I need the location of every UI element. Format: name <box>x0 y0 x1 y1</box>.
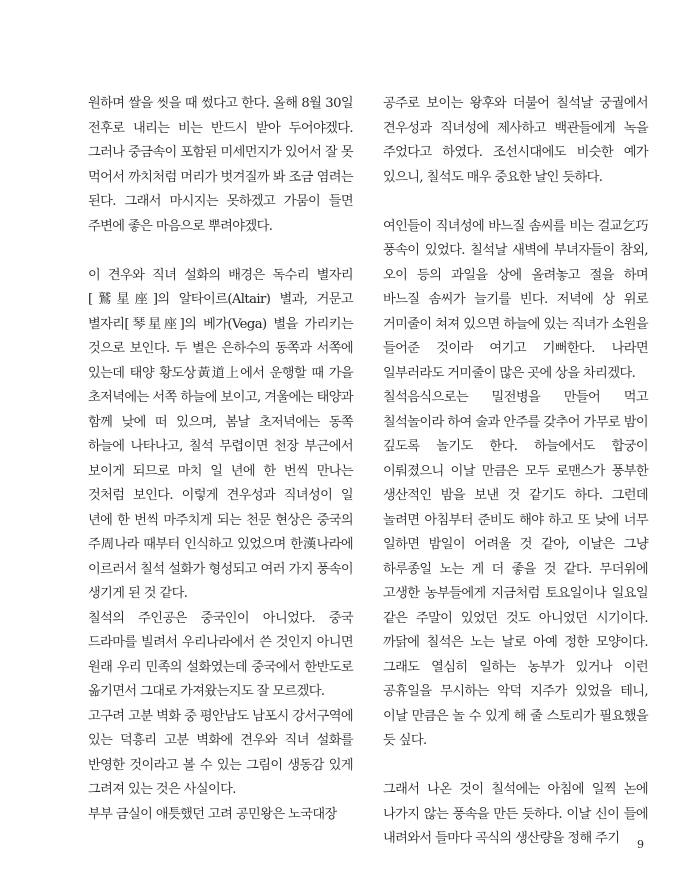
paragraph-spacer <box>383 754 648 779</box>
paragraph-spacer <box>383 190 648 215</box>
left-column <box>88 92 353 827</box>
paragraph: 고구려 고분 벽화 중 평안남도 남포시 강서구역에 있는 덕흥리 고분 벽화에 견우와 직녀 설화를 반영한 것이라고 볼 수 있는 그림이 생동감 있게 그려져 있는 것은 사실이다. <box>88 708 353 797</box>
paragraph: 이 견우와 직녀 설화의 배경은 독수리 별자리[鷲星座]의 알타이르(Altair) 별과, 거문고 별자리[琴星座]의 베가(Vega) 별을 가리키는 것으로 보인다. 두 별은 은하수의 동쪽과 서쪽에 있는데 태양 황도상黃道上에서 운행할 때 가을 초저녁에는 서쪽 하늘에 보이고, 겨울에는 태양과 함께 낮에 떠 있으며, 봄날 초저녁에는 동쪽 하늘에 나타나고, 칠석 무렵이면 천장 부근에서 보이게 되므로 마치 일 년에 한 번씩 만나는 것처럼 보인다. 이렇게 견우성과 직녀성이 일 년에 한 번씩 마주치게 되는 천문 현상은 중국의 주周나라 때부터 인식하고 있었으며 한漢나라에 이르러서 칠석 설화가 형성되고 여러 가지 풍속이 생기게 된 것 같다. <box>88 267 353 601</box>
paragraph: 칠석음식으로는 밀전병을 만들어 먹고 칠석놀이라 하여 술과 안주를 갖추어 가무로 밤이 깊도록 놀기도 한다. 하늘에서도 합궁이 이뤄졌으니 이날 만큼은 모두 로맨스가 풍부한 생산적인 밤을 보낸 것 같기도 하다. 그런데 놀려면 아침부터 준비도 해야 하고 또 낮에 너무 일하면 밤일이 어려울 것 같아, 이날은 그냥 하루종일 노는 게 더 좋을 것 같다. 무더위에 고생한 농부들에게 지금처럼 토요일이나 일요일 같은 주말이 있었던 것도 아니었던 시기이다. 까닭에 칠석은 노는 날로 아예 정한 모양이다. 그래도 열심히 일하는 농부가 있거나 이런 공휴일을 무시하는 악덕 지주가 있었을 테니, 이날 만큼은 놀 수 있게 해 줄 스토리가 필요했을 듯 싶다. <box>383 390 648 748</box>
paragraph: 공주로 보이는 왕후와 더불어 칠석날 궁궐에서 견우성과 직녀성에 제사하고 백관들에게 녹을 주었다고 하였다. 조선시대에도 비슷한 예가 있으니, 칠석도 매우 중요한 날인 듯하다. <box>383 96 648 185</box>
paragraph: 칠석의 주인공은 중국인이 아니었다. 중국 드라마를 빌려서 우리나라에서 쓴 것인지 아니면 원래 우리 민족의 설화였는데 중국에서 한반도로 옮기면서 그대로 가져왔는지도 잘 모르겠다. <box>88 610 353 699</box>
paragraph-spacer <box>88 239 353 264</box>
paragraph: 부부 금실이 애틋했던 고려 공민왕은 노국대장 <box>88 806 337 822</box>
paragraph: 여인들이 직녀성에 바느질 솜씨를 비는 걸교乞巧 풍속이 있었다. 칠석날 새벽에 부녀자들이 참외, 오이 등의 과일을 상에 올려놓고 절을 하며 바느질 솜씨가 늘기를 빈다. 저녁에 상 위로 거미줄이 쳐져 있으면 하늘에 있는 직녀가 소원을 들어준 것이라 여기고 기뻐한다. 나라면 일부러라도 거미줄이 많은 곳에 상을 차리겠다. <box>383 218 648 381</box>
right-column <box>383 92 648 852</box>
paragraph: 원하며 쌀을 씻을 때 썼다고 한다. 올해 8월 30일 전후로 내리는 비는 반드시 받아 두어야겠다. 그러나 중금속이 포함된 미세먼지가 있어서 잘 못 먹어서 까치처럼 머리가 벗겨질까 봐 조금 염려는 된다. 그래서 마시지는 못하겠고 가뭄이 들면 주변에 좋은 마음으로 뿌려야겠다. <box>88 96 353 234</box>
page-number: 9 <box>637 838 644 851</box>
paragraph: 그래서 나온 것이 칠석에는 아침에 일찍 논에 나가지 않는 풍속을 만든 듯하다. 이날 신이 들에 내려와서 들마다 곡식의 생산량을 정해 주기 <box>383 782 648 846</box>
